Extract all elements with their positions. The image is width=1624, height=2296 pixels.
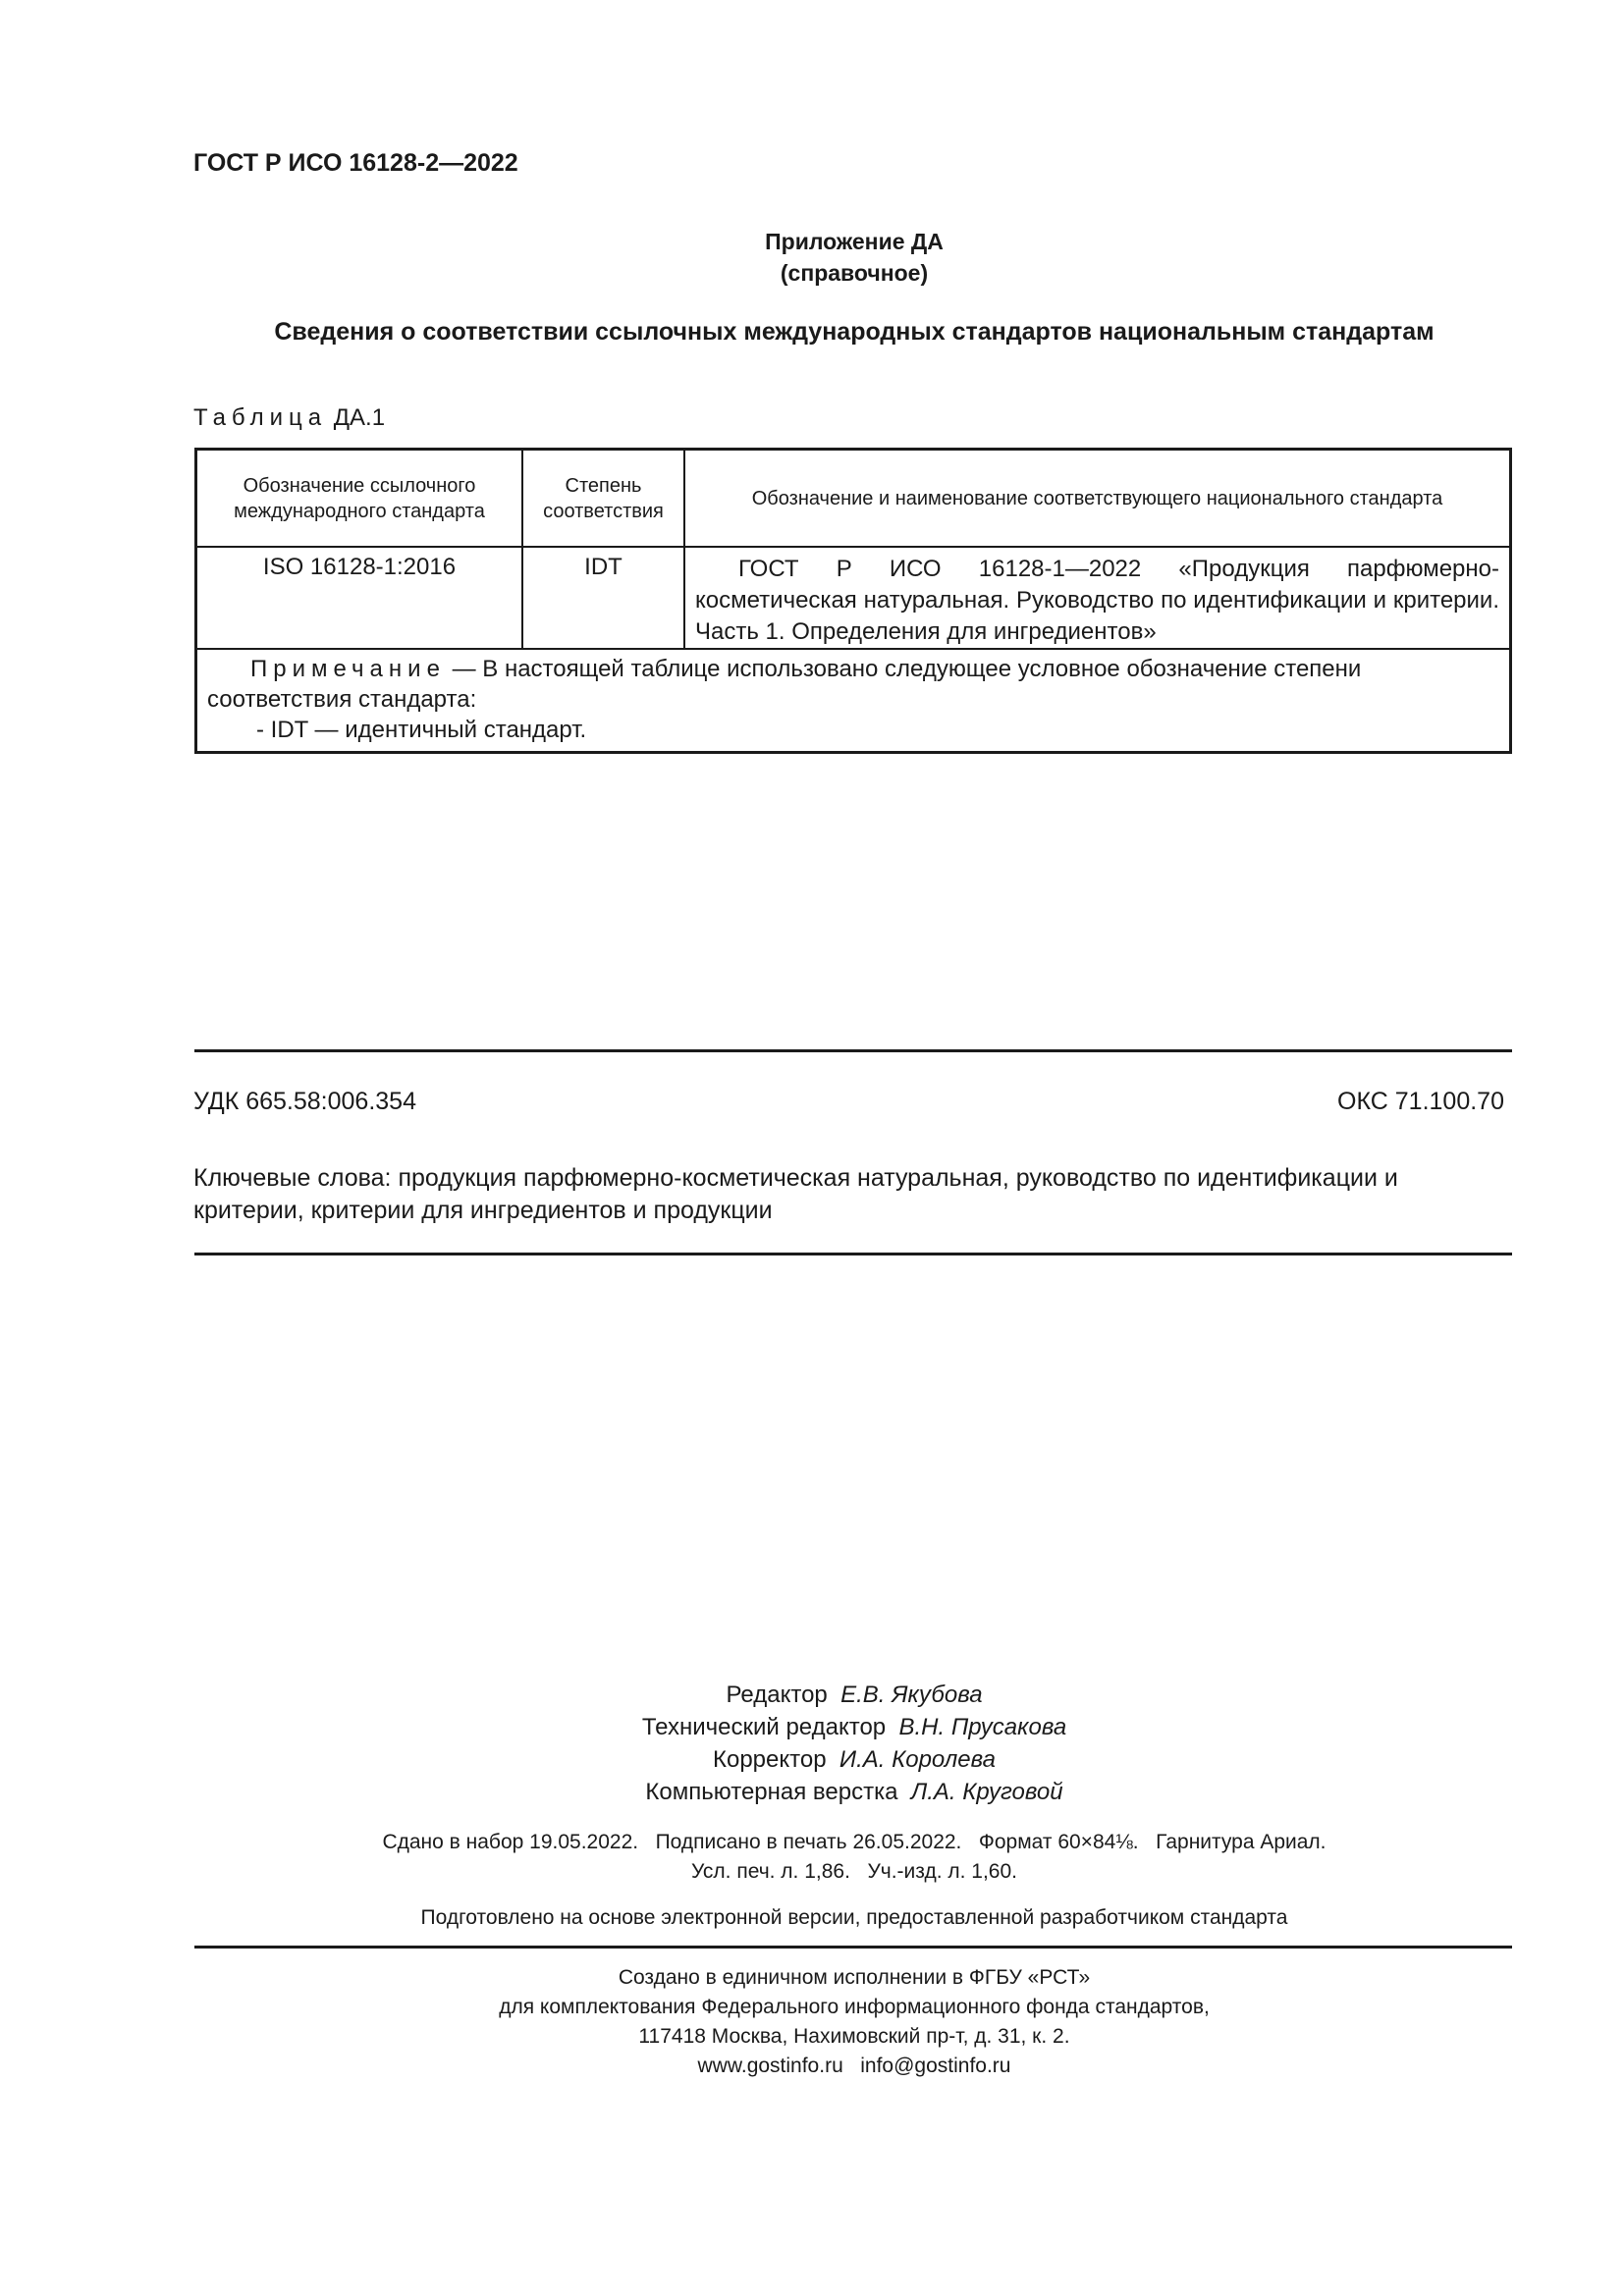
divider-bottom <box>194 1946 1512 1949</box>
table-header-row <box>196 450 1511 548</box>
note-label: Примечание <box>250 656 446 682</box>
table-note <box>196 649 1511 753</box>
divider-top <box>194 1049 1512 1052</box>
udk-code: УДК 665.58:006.354 <box>193 1088 416 1115</box>
table-label <box>193 404 385 432</box>
credit-tech-editor: Технический редактор В.Н. Прусакова <box>641 1714 1067 1740</box>
cell-national-standard <box>684 547 1511 649</box>
cell-intl-standard: ISO 16128-1:2016 <box>196 547 523 649</box>
annex-type: (справочное) <box>780 260 929 286</box>
table-label-word: Таблица <box>193 404 328 431</box>
created-line2: для комплектования Федерального информационного фонда стандартов, <box>499 1996 1210 2018</box>
note-text: — В настоящей таблице использовано следующее условное обозначение степени соответствия стандарта: <box>207 656 1362 713</box>
national-standard-text: ГОСТ Р ИСО 16128-1—2022 «Продукция парфюмерно-косметическая натуральная. Руководство по идентификации и критерии. Часть 1. Определения для ингредиентов» <box>695 556 1499 645</box>
table-label-number: ДА.1 <box>333 404 386 431</box>
created-line3: 117418 Москва, Нахимовский пр-т, д. 31, к. 2. <box>638 2025 1070 2048</box>
document-code: ГОСТ Р ИСО 16128-2—2022 <box>193 149 518 177</box>
section-title: Сведения о соответствии ссылочных международных стандартов национальным стандартам <box>274 318 1435 346</box>
reference-table <box>194 448 1512 754</box>
prepared-note: Подготовлено на основе электронной версии, предоставленной разработчиком стандарта <box>420 1906 1288 1929</box>
divider-keywords <box>194 1253 1512 1255</box>
print-info <box>0 1828 1624 1887</box>
print-info-line1: Сдано в набор 19.05.2022. Подписано в печать 26.05.2022. Формат 60×84⅛. Гарнитура Ариал. <box>382 1831 1326 1853</box>
credit-editor: Редактор Е.В. Якубова <box>726 1682 983 1708</box>
header-degree: Степень соответствия <box>522 450 684 548</box>
credit-layout: Компьютерная верстка Л.А. Круговой <box>645 1779 1063 1805</box>
table-row <box>196 547 1511 649</box>
created-line1: Создано в единичном исполнении в ФГБУ «РСТ» <box>618 1966 1091 1989</box>
print-info-line2: Усл. печ. л. 1,86. Уч.-изд. л. 1,60. <box>690 1860 1017 1883</box>
cell-degree: IDT <box>522 547 684 649</box>
annex-heading <box>0 226 1624 289</box>
created-info <box>0 1963 1624 2081</box>
note-item: - IDT — идентичный стандарт. <box>256 717 587 743</box>
oks-code: ОКС 71.100.70 <box>1337 1088 1504 1115</box>
annex-title: Приложение ДА <box>765 229 944 254</box>
credits <box>0 1679 1624 1808</box>
header-intl-standard: Обозначение ссылочного международного стандарта <box>196 450 523 548</box>
credit-proofreader: Корректор И.А. Королева <box>713 1746 996 1773</box>
table-note-row <box>196 649 1511 753</box>
header-national-standard: Обозначение и наименование соответствующего национального стандарта <box>684 450 1511 548</box>
keywords: Ключевые слова: продукция парфюмерно-косметическая натуральная, руководство по идентификации и критерии, критерии для ингредиентов и продукции <box>193 1164 1398 1224</box>
created-line4: www.gostinfo.ru info@gostinfo.ru <box>697 2055 1011 2077</box>
